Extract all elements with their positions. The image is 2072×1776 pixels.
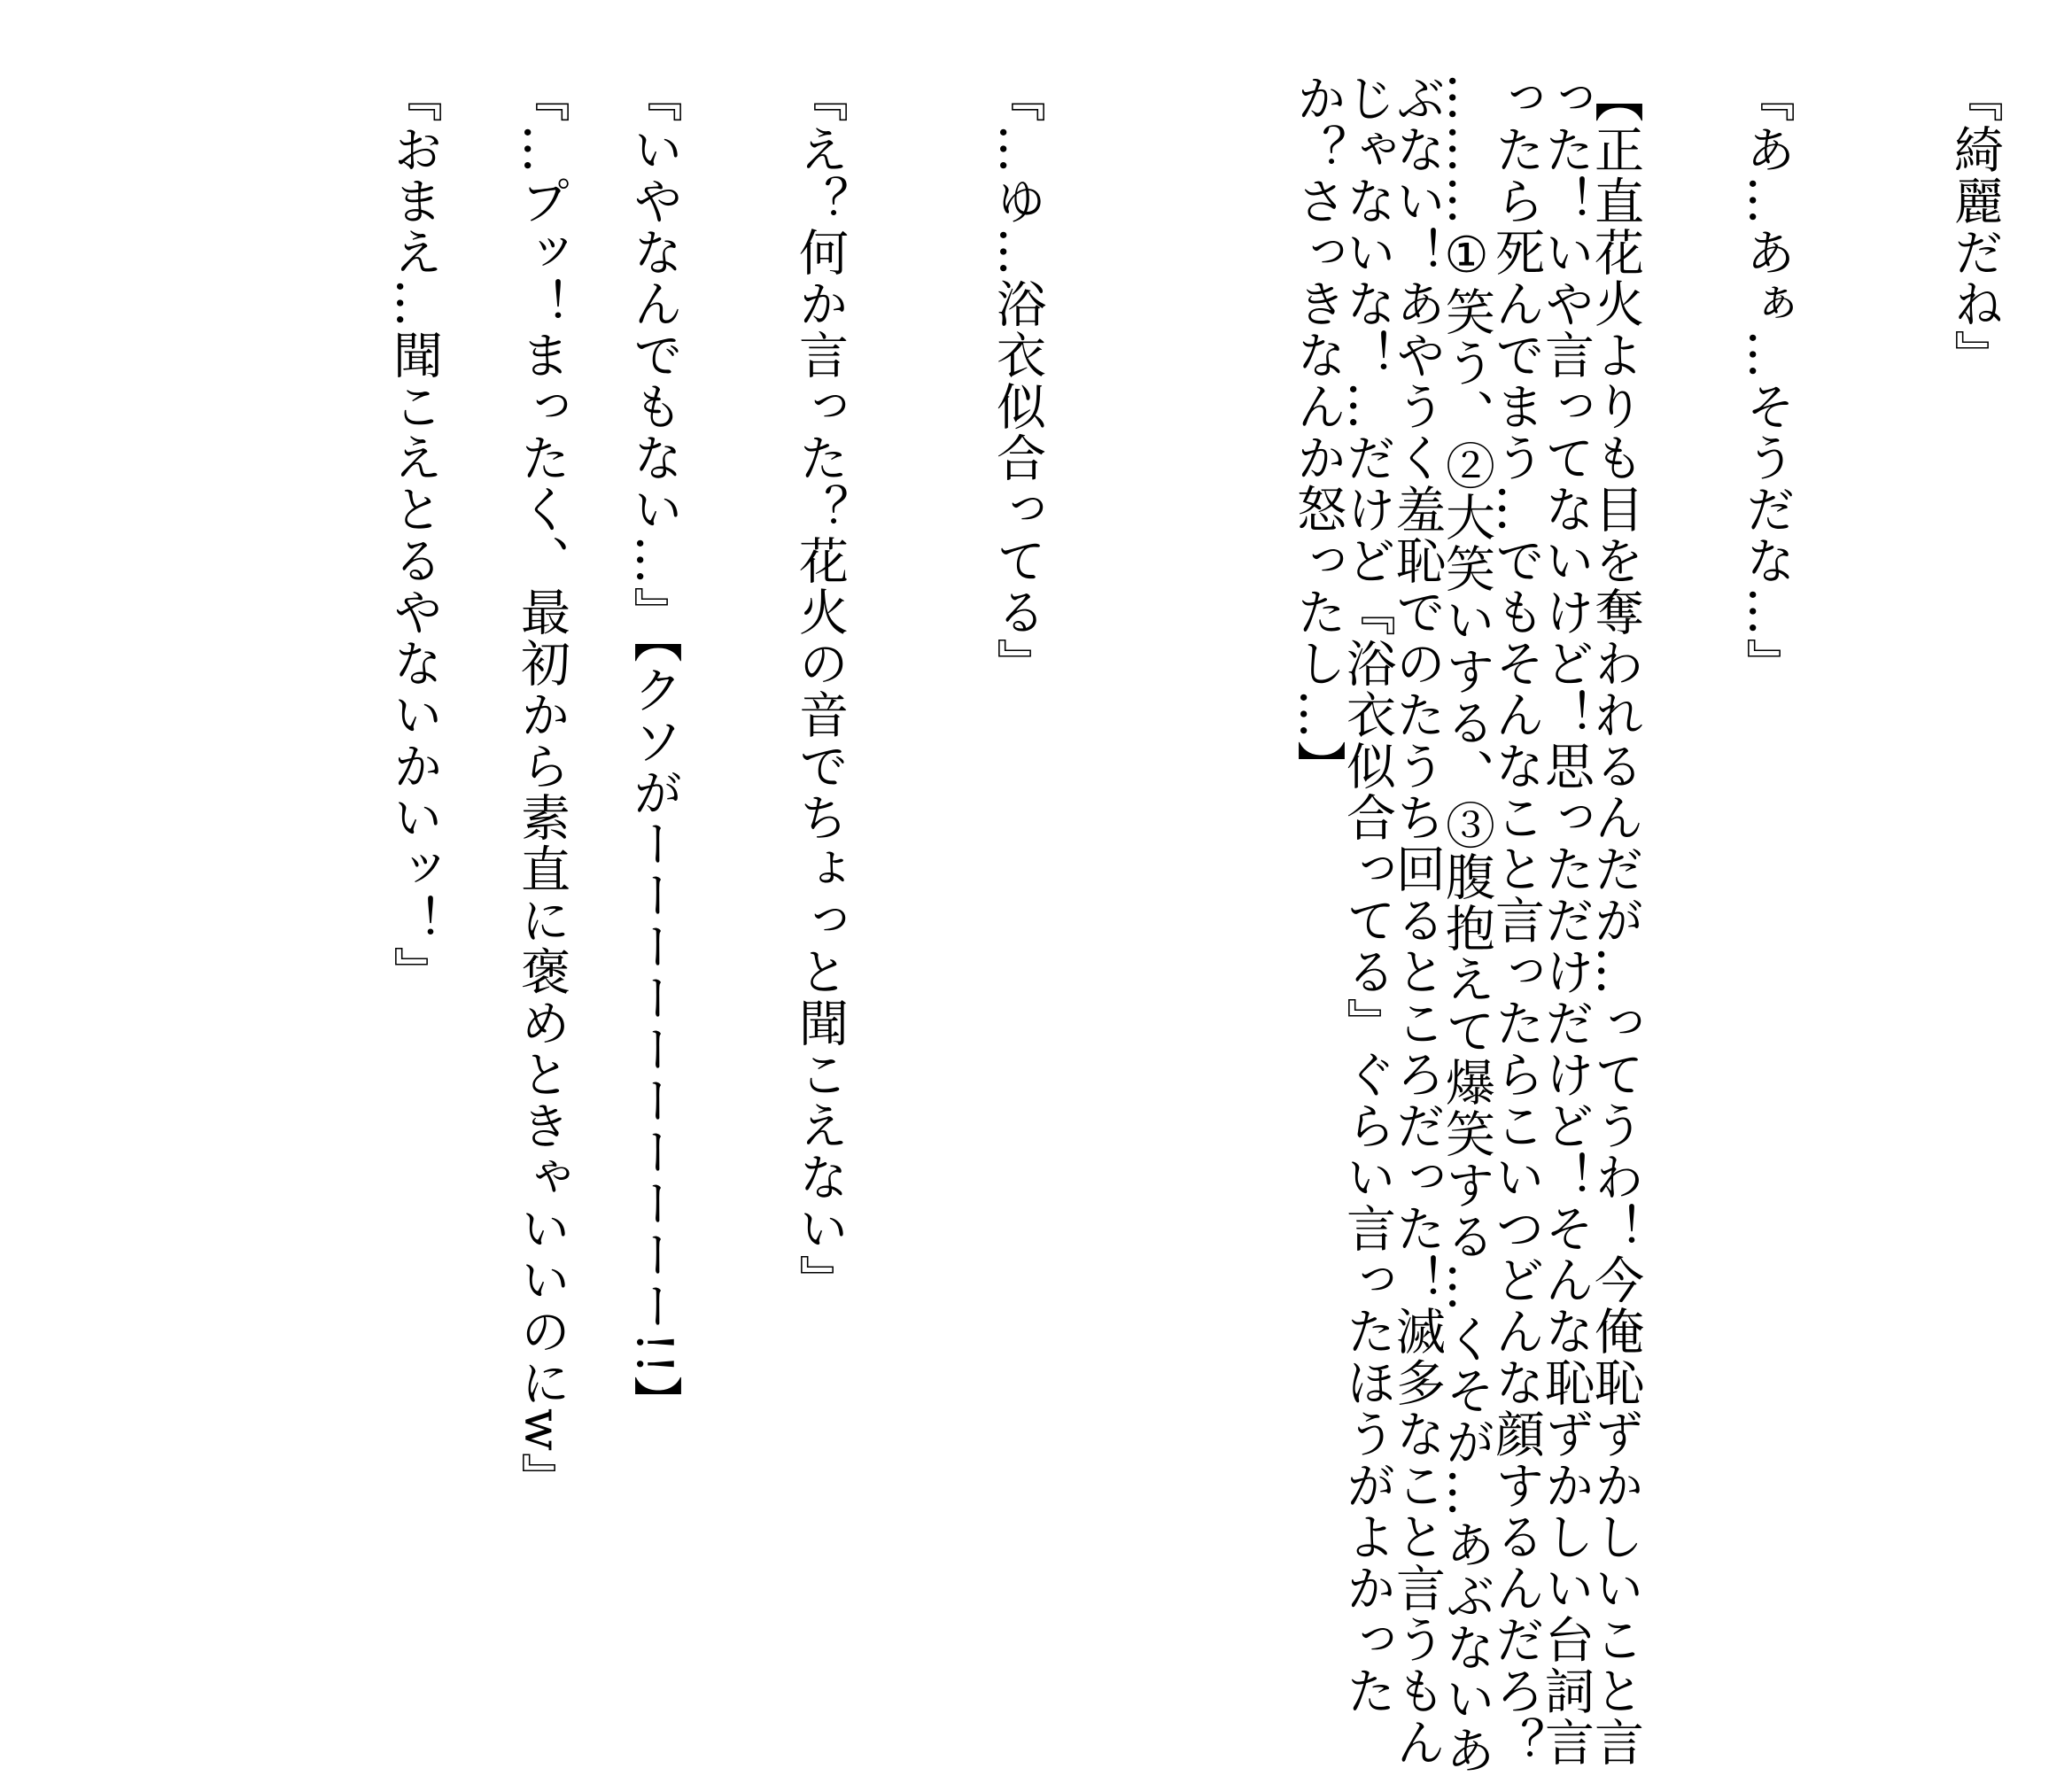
dialogue-line-5: 『え？何か言った？花火の音でちょっと聞こえない』: [791, 73, 849, 1306]
dialogue-line-7: 『…プッ！まったく、最初から素直に褒めときゃいいのにw』: [513, 73, 570, 1504]
dialogue-line-3: 【正直花火よりも目を奪われるんだが…ってうわ！今俺恥ずかしいこと言 った！いや言ってないけど！思っただけだけど！そんな恥ずかしい台詞言 ったら死んでまう…でもそんなこと言ったらこいつどんな顔するんだろ？ ………①笑う、②大笑いする、③腹抱えて爆笑する…くそが…あぶないあ ぶない！あやうく羞恥でのたうち回るところだった！滅多なこと言うもん じゃないな！…だけど『浴衣似合ってる』ぐらい言ったほうがよかった か？さっきなんか怒ったし…】: [1289, 73, 1644, 1776]
dialogue-line-1: 『綺麗だね』: [1946, 73, 2004, 381]
dialogue-line-8: 『おまえ…聞こえとるやないかいッ！』: [385, 73, 443, 997]
dialogue-line-6: 『いやなんでもない…』【クソがーーーーーーーーーー!!】: [625, 73, 683, 1428]
dialogue-line-4: 『…ゆ…浴衣似合ってる』: [989, 73, 1046, 689]
dialogue-line-2: 『あ…あぁ…そうだな…』: [1738, 73, 1796, 689]
